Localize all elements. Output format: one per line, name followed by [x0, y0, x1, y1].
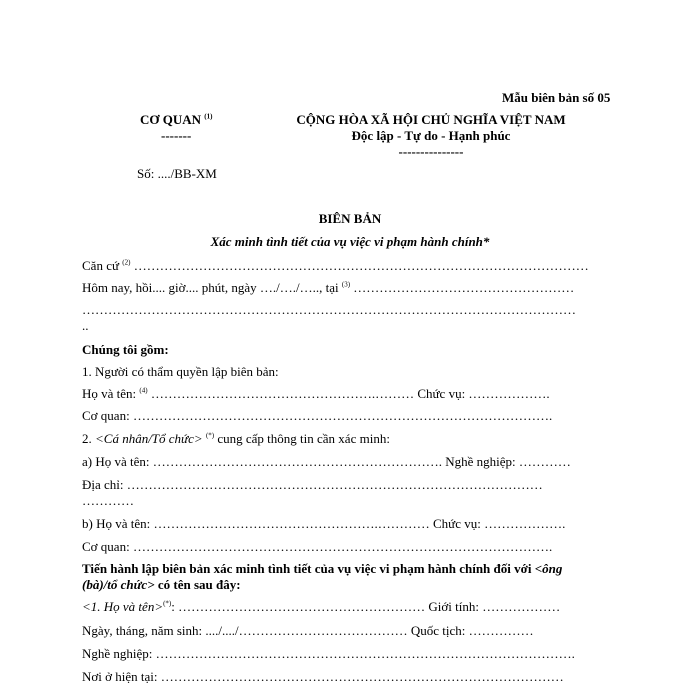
hom-nay-line: Hôm nay, hồi.... giờ.... phút, ngày …./…./….., tại $^{(3)}$ …………………………………………… [82, 280, 575, 295]
nghe-nghiep-line: Nghề nghiệp: ……………………………………………………………………………………. [82, 646, 575, 661]
document-number: Số: ..../BB-XM [137, 166, 217, 181]
tien-hanh-line-2: (bà)/tổ chức> có tên sau đây: [82, 577, 241, 592]
republic-name: CỘNG HÒA XÃ HỘI CHỦ NGHĨA VIỆT NAM [296, 112, 566, 127]
b-ho-ten-line: b) Họ và tên: …………………………………………….………… Chức vụ: ………………. [82, 516, 566, 531]
can-cu-line: Căn cứ $^{(2)}$ …………………………………………………………………………………………… [82, 258, 589, 273]
form-number: Mẫu biên bản số 05 [502, 90, 611, 105]
a-ho-ten-line: a) Họ và tên: …………………………………………………………. Nghề nghiệp: ………… [82, 454, 571, 469]
co-quan-2-line: Cơ quan: ……………………………………………………………………………………. [82, 539, 553, 554]
motto-dashes: --------------- [398, 144, 464, 159]
motto: Độc lập - Tự do - Hạnh phúc [351, 128, 511, 143]
chung-toi-gom: Chúng tôi gồm: [82, 342, 169, 357]
agency-label: CƠ QUAN $^{(1)}$ [140, 112, 213, 127]
continuation-end: .. [82, 318, 89, 333]
ngay-sinh-line: Ngày, tháng, năm sinh: ..../..../………………………………… Quốc tịch: …………… [82, 623, 534, 638]
item-1-heading: 1. Người có thẩm quyền lập biên bản: [82, 364, 279, 379]
dia-chi-line: Địa chỉ: …………………………………………………………………………………… [82, 477, 543, 492]
agency-dashes: ------- [161, 128, 192, 143]
ho-ten-1-line: Họ và tên: $^{(4)}$ …………………………………………….……… Chức vụ: ………………. [82, 386, 550, 401]
continuation-dots: …………………………………………………………………………………………………… [82, 302, 576, 317]
dia-chi-continuation: ………… [82, 493, 134, 508]
tien-hanh-line-1: Tiến hành lập biên bản xác minh tình tiết của vụ việc vi phạm hành chính đối với <ông [82, 561, 563, 576]
ho-ten-3-line: <1. Họ và tên>(*): ………………………………………………… Giới tính: ……………… [82, 599, 561, 614]
document-subtitle: Xác minh tình tiết của vụ việc vi phạm hành chính* [210, 234, 490, 249]
noi-o-line: Nơi ở hiện tại: ………………………………………………………………………………… [82, 669, 564, 684]
co-quan-1-line: Cơ quan: ……………………………………………………………………………………. [82, 408, 553, 423]
item-2-heading: 2. <Cá nhân/Tổ chức> (*) cung cấp thông tin cần xác minh: [82, 431, 390, 446]
document-title: BIÊN BẢN [318, 211, 382, 226]
